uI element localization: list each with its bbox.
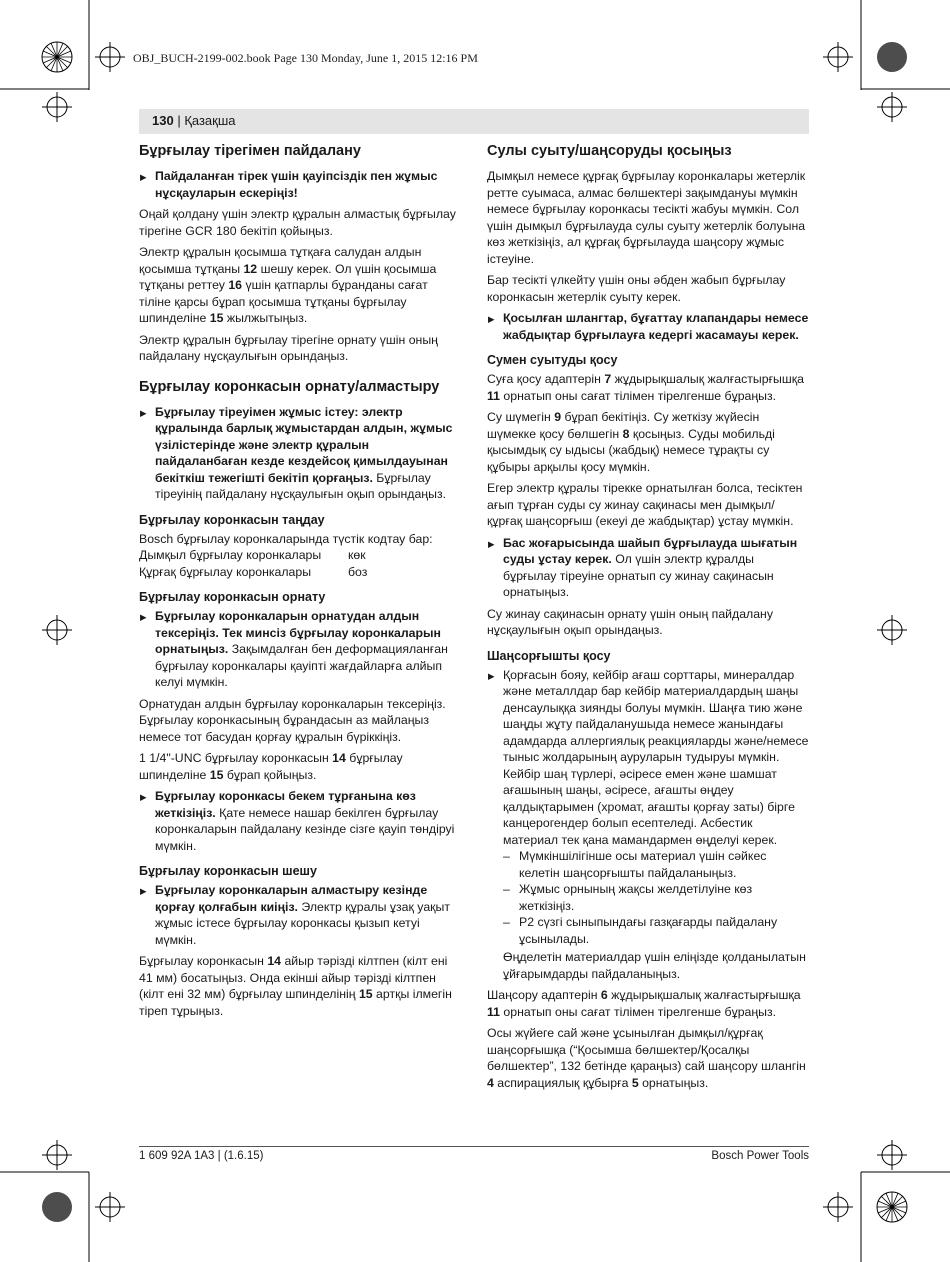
table-row: Құрғақ бұрғылау коронкалары боз (139, 564, 368, 579)
warning-bullet: ▶ Бұрғылау тіреуімен жұмыс істеу: электр құралында барлық жұмыстардан алдын, жұмыс үзілістерінде және электр құралын пайдаланбаған кезде кездейсоқ қимылдауынан бекіткіш тежегішті бекітіп қорғаңыз. Бұрғылау тіреуінің пайдалану нұсқаулығын оқып орындаңыз. (139, 404, 461, 503)
paragraph: Электр құралын қосымша тұтқаға салудан алдын қосымша тұтқаны 12 шешу керек. Ол үшін қосымша тұтқаны реттеу 16 үшін қатпарлы бұранданы сағат тіліне қарсы бұрап қосымша тұтқаны бұрғылау шпинделіне 15 жылжытыңыз. (139, 245, 437, 325)
table-row: Дымқыл бұрғылау коронкалары көк (139, 548, 366, 562)
warning-bullet: ▶ Бас жоғарысында шайып бұрғылауда шығатын суды ұстау керек. Ол үшін электр құралды бұрғылау тіреуіне орнатып су жинау сақинасын орнатыңыз. (487, 535, 809, 601)
paragraph: Суға қосу адаптерін 7 жұдырықшалық жалғастырғышқа 11 орнатып оны сағат тілімен тірелгенше бұраңыз. (487, 372, 804, 403)
page-language: Қазақша (184, 113, 236, 128)
subsection-heading: Шаңсорғышты қосу (487, 648, 611, 663)
page-header-bar (139, 109, 809, 134)
paragraph: Оңай қолдану үшін электр құралын алмастық бұрғылау тірегіне GCR 180 бекітіп қойыңыз. (139, 207, 456, 238)
section-heading: Бұрғылау тірегімен пайдалану (139, 143, 361, 159)
left-column (139, 142, 461, 1024)
warning-bullet: ▶ Қосылған шлангтар, бұғаттау клапандары немесе жабдықтар бұрғылауға кедергі жасамауы керек. (487, 310, 809, 343)
paragraph: Bosch бұрғылау коронкаларында түстік кодтау бар: (139, 531, 433, 546)
paragraph: Бұрғылау коронкасын 14 айыр тәрізді кілтпен (кілт ені 41 мм) босатыңыз. Онда екінші айыр тәрізді кілтпен (кілт ені 32 мм) бұрғылау шпинделінің 15 артқы ілмегін тіреп тұрыңыз. (139, 954, 452, 1018)
paragraph: Дымқыл немесе құрғақ бұрғылау коронкалары жетерлік ретте суымаса, алмас бөлшектері зақымдануы мүмкін немесе бұрғылау коронкасы тесікті жабуы мүмкін. Сол үшін дымқыл бұрғылауда сулы суыту жетерлік болуына көз жеткізіңіз, ал құрғақ бұрғылауда шаңсору жұмыс істеуіне. (487, 169, 806, 266)
footer-rule (139, 1146, 809, 1147)
paragraph: Орнатудан алдын бұрғылау коронкаларын тексеріңіз. Бұрғылау коронкасының бұрандасын аз майлаңыз немесе тот басудан қорғау құралын бүріккіңіз. (139, 696, 446, 744)
warning-bullet: ▶ Бұрғылау коронкаларын орнатудан алдын тексеріңіз. Тек минсіз бұрғылау коронкаларын орнатыңыз. Зақымдалған бен деформацияланған бұрғылау коронкалары қауіпті жағдайларға алйып келуі мүмкін. (139, 608, 461, 691)
footer-doc-id: 1 609 92A 1A3 | (1.6.15) (139, 1150, 264, 1162)
print-header: OBJ_BUCH-2199-002.book Page 130 Monday, June 1, 2015 12:16 PM (133, 51, 478, 65)
list-item: – Мүмкіншілігінше осы материал үшін сәйкес келетін шаңсорғышты пайдаланыңыз. (487, 848, 809, 881)
right-column (487, 142, 809, 1096)
footer-brand: Bosch Power Tools (711, 1150, 809, 1162)
list-item: – P2 сүзгі сыныпындағы газқағарды пайдалану ұсынылады. (487, 914, 809, 947)
paragraph: 1 1/4"-UNC бұрғылау коронкасын 14 бұрғылау шпинделіне 15 бұрап қойыңыз. (139, 751, 403, 782)
paragraph: Су жинау сақинасын орнату үшін оның пайдалану нұсқаулығын оқып орындаңыз. (487, 606, 773, 637)
color-code-table (139, 547, 461, 580)
warning-bullet: ▶ Бұрғылау коронкасы бекем тұрғанына көз жеткізіңіз. Қате немесе нашар бекілген бұрғылау коронкаларын пайдалану кезінде сізге қауіп төндіруі мүмкін. (139, 788, 461, 854)
warning-bullet: ▶ Қорғасын бояу, кейбір ағаш сорттары, минералдар және металлдар бар кейбір материалдардың шаңы денсаулыққа зиянды болуы мүмкін. Шаңға тию және шаңды жұту пайдаланушыда немесе жанындағы адамдарда аллергиялық реакцияларды және/немесе тыныс жолдарының ауруларын тудыруы мүмкін. Кейбір шаң түрлері, әсіресе емен және шамшат ағашының шаңы, әсіресе, ағашты өңдеу қалдықтарымен (хромат, ағашты қорғау заты) бірге канцерогендер болып есептеледі. Асбестик материал тек қана мамандармен өңделуі керек. (487, 667, 809, 849)
warning-bullet: ▶ Бұрғылау коронкаларын алмастыру кезінде қорғау қолғабын киіңіз. Электр құралы ұзақ уақыт жұмыс істесе бұрғылау коронкасы қызып кетуі мүмкін. (139, 882, 461, 948)
subsection-heading: Бұрғылау коронкасын таңдау (139, 512, 325, 527)
paragraph: Өңделетін материалдар үшін еліңізде қолданылатын ұйғарымдарды пайдаланыңыз. (503, 950, 806, 981)
subsection-heading: Бұрғылау коронкасын орнату (139, 590, 326, 604)
page-header (152, 113, 236, 128)
paragraph: Су шүмегін 9 бұрап бекітіңіз. Су жеткізу жүйесін шүмекке қосу бөлшегін 8 қосыңыз. Суды мобильді қысымдық су ыдысы (жабдық) немесе тұрақты су құбыры арқылы қосу мүмкін. (487, 410, 775, 474)
paragraph: Бар тесікті үлкейту үшін оны әбден жабып бұрғылау коронкасын жетерлік суыту керек. (487, 273, 786, 304)
subsection-heading: Сумен суытуды қосу (487, 353, 618, 367)
paragraph: Осы жүйеге сай және ұсынылған дымқыл/құрғақ шаңсорғышқа (“Қосымша бөлшектер/Қосалқы бөлшектер”, 132 бетінде қараңыз) сай шаңсору шлангін 4 аспирациялық құбырға 5 орнатыңыз. (487, 1026, 806, 1090)
page-header-separator: | (173, 113, 185, 128)
paragraph: Егер электр құралы тірекке орнатылған болса, тесіктен ағып тұрған суды су жинау сақинасы мен дымқыл/құрғақ шаңсорғыш (екеуі де жабдықтар) ұстау мүмкін. (487, 481, 803, 528)
paragraph: Шаңсору адаптерін 6 жұдырықшалық жалғастырғышқа 11 орнатып оны сағат тілімен тірелгенше бұраңыз. (487, 988, 801, 1019)
paragraph: Электр құралын бұрғылау тірегіне орнату үшін оның пайдалану нұсқаулығын орындаңыз. (139, 332, 438, 363)
section-heading: Бұрғылау коронкасын орнату/алмастыру (139, 378, 440, 395)
subsection-heading: Бұрғылау коронкасын шешу (139, 864, 317, 878)
section-heading: Сулы суыту/шаңсоруды қосыңыз (487, 143, 732, 159)
page-number: 130 (152, 113, 174, 128)
warning-bullet: ▶ Пайдаланған тірек үшін қауіпсіздік пен жұмыс нұсқауларын ескеріңіз! (139, 168, 461, 201)
list-item: – Жұмыс орнының жақсы желдетілуіне көз жеткізіңіз. (487, 881, 809, 914)
